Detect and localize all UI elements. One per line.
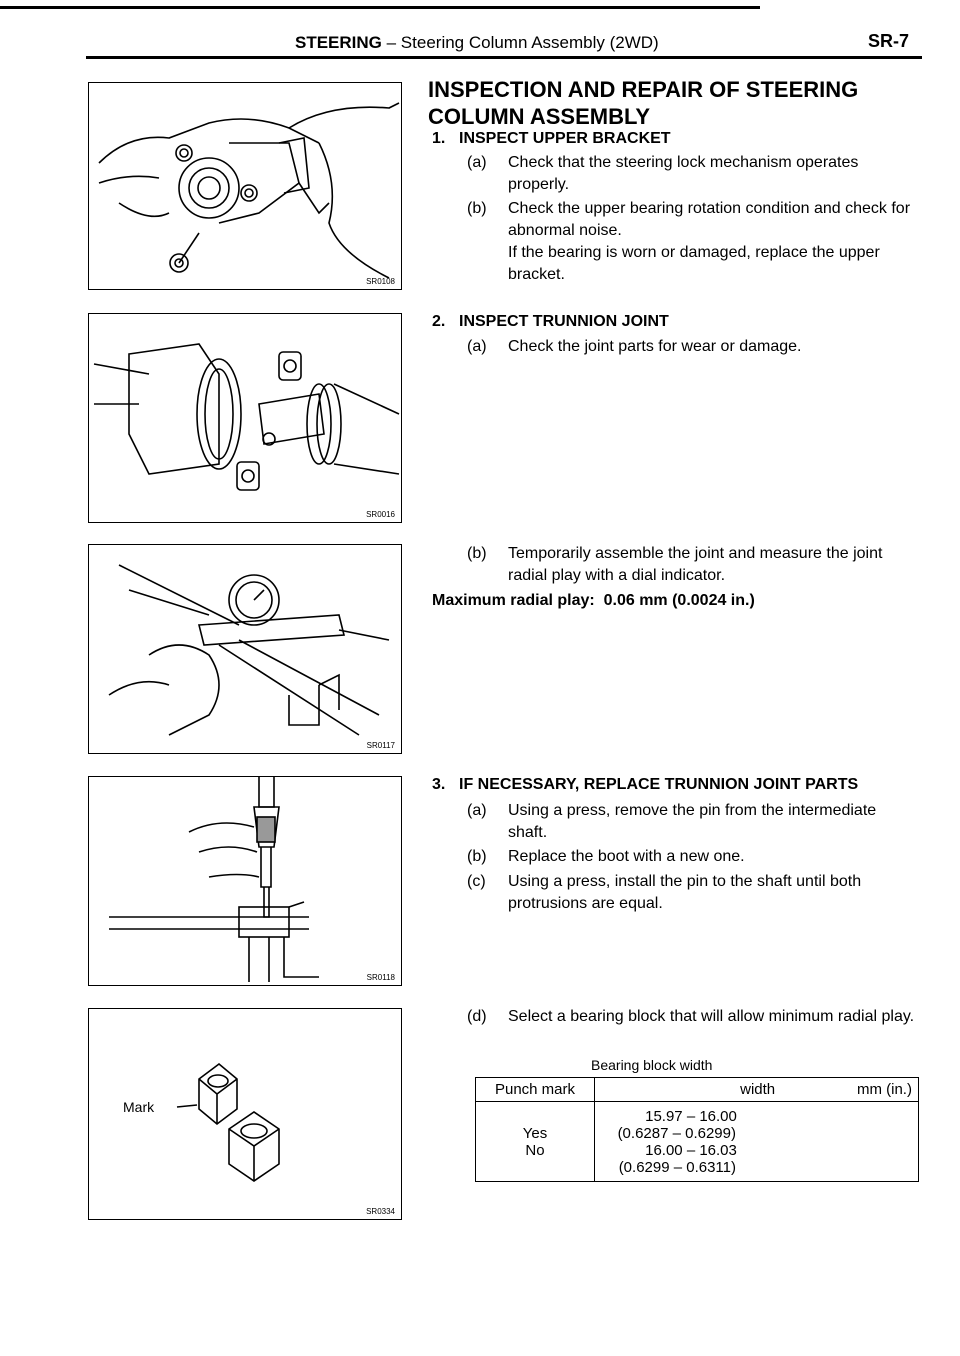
step-2b: (b) Temporarily assemble the joint and measure the joint radial play with a dial indicator.: [467, 545, 883, 584]
figure-code: SR0108: [366, 277, 395, 286]
bearing-block-width-table: [475, 1077, 919, 1182]
step-1a: (a) Check that the steering lock mechanism operates properly.: [467, 154, 859, 193]
figure-trunnion-joint: [88, 313, 402, 523]
cell-width: 15.97 – 16.00(0.6287 – 0.6299) 16.00 – 16.03(0.6299 – 0.6311): [595, 1102, 919, 1180]
step-1-heading: 1. INSPECT UPPER BRACKET: [432, 130, 671, 147]
running-header: STEERING – Steering Column Assembly (2WD): [295, 33, 659, 52]
max-radial-play-spec: Maximum radial play: 0.06 mm (0.0024 in.): [432, 592, 755, 609]
figure-code: SR0117: [366, 741, 395, 750]
header-rule: [86, 56, 922, 59]
figure-code: SR0016: [366, 510, 395, 519]
figure-code: SR0118: [366, 973, 395, 982]
table-caption: Bearing block width: [591, 1057, 713, 1073]
step-2a: (a) Check the joint parts for wear or damage.: [467, 338, 802, 355]
figure-dial-indicator: [88, 544, 402, 754]
step-1b: (b) Check the upper bearing rotation condition and check for abnormal noise. If the bearing is worn or damaged, replace the upper bracket.: [467, 200, 911, 283]
cell-mark: Yes No: [476, 1102, 595, 1180]
step-3d: (d) Select a bearing block that will allow minimum radial play.: [467, 1008, 915, 1025]
dial-indicator-illustration: [89, 545, 403, 755]
upper-bracket-illustration: [89, 83, 403, 291]
mark-label: Mark: [123, 1099, 155, 1115]
section-title: INSPECTION AND REPAIR OF STEERING COLUMN ASSEMBLY: [428, 77, 859, 129]
press-pin-illustration: [89, 777, 403, 987]
step-2-heading: 2. INSPECT TRUNNION JOINT: [432, 313, 669, 330]
col-width: width mm (in.): [595, 1078, 919, 1102]
top-rule: [0, 6, 760, 9]
bearing-blocks-illustration: [89, 1009, 403, 1221]
trunnion-joint-illustration: [89, 314, 403, 524]
page-number: SR-7: [868, 31, 910, 51]
figure-code: SR0334: [366, 1207, 395, 1216]
step-3-heading: 3. IF NECESSARY, REPLACE TRUNNION JOINT PARTS: [432, 776, 859, 793]
figure-upper-bracket: [88, 82, 402, 290]
step-3a: (a) Using a press, remove the pin from the intermediate shaft.: [467, 802, 877, 841]
table-row: [476, 1102, 919, 1180]
figure-press-pin: [88, 776, 402, 986]
step-3c: (c) Using a press, install the pin to the shaft until both protrusions are equal.: [467, 873, 862, 912]
step-3b: (b) Replace the boot with a new one.: [467, 848, 745, 865]
table-header-row: [476, 1078, 919, 1102]
col-punch-mark: Punch mark: [476, 1078, 595, 1102]
figure-bearing-blocks: [88, 1008, 402, 1220]
